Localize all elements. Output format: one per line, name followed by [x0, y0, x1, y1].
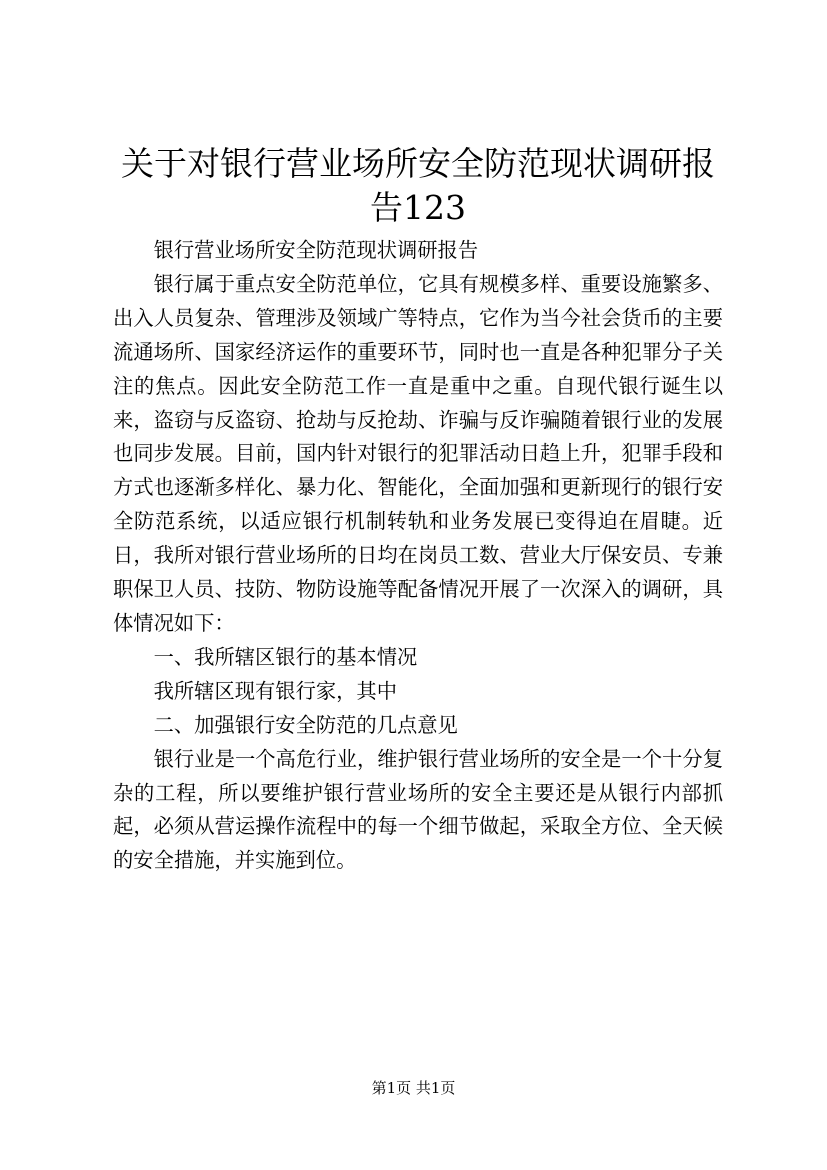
- document-page: [113, 0, 723, 1170]
- document-title: 关于对银行营业场所安全防范现状调研报告123: [121, 144, 715, 227]
- document-body: [113, 234, 723, 878]
- paragraph-section-2: 银行业是一个高危行业，维护银行营业场所的安全是一个十分复杂的工程，所以要维护银行营业场所的安全主要还是从银行内部抓起，必须从营运操作流程中的每一个细节做起，采取全方位、全天候的安全措施，并实施到位。: [113, 746, 723, 873]
- page-footer: 第1页 共1页: [371, 1079, 456, 1097]
- section-heading-1: 一、我所辖区银行的基本情况: [153, 644, 418, 669]
- paragraph-section-1: 我所辖区现有银行家，其中: [153, 678, 397, 703]
- paragraph-intro: 银行属于重点安全防范单位，它具有规模多样、重要设施繁多、出入人员复杂、管理涉及领域广等特点，它作为当今社会货币的主要流通场所、国家经济运作的重要环节，同时也一直是各种犯罪分子关注的焦点。因此安全防范工作一直是重中之重。自现代银行诞生以来，盗窃与反盗窃、抢劫与反抢劫、诈骗与反诈骗随着银行业的发展也同步发展。目前，国内针对银行的犯罪活动日趋上升，犯罪手段和方式也逐渐多样化、暴力化、智能化，全面加强和更新现行的银行安全防范系统，以适应银行机制转轨和业务发展已变得迫在眉睫。近日，我所对银行营业场所的日均在岗员工数、营业大厅保安员、专兼职保卫人员、技防、物防设施等配备情况开展了一次深入的调研，具体情况如下：: [113, 271, 723, 635]
- paragraph-subtitle: 银行营业场所安全防范现状调研报告: [153, 238, 479, 262]
- section-heading-2: 二、加强银行安全防范的几点意见: [153, 712, 458, 737]
